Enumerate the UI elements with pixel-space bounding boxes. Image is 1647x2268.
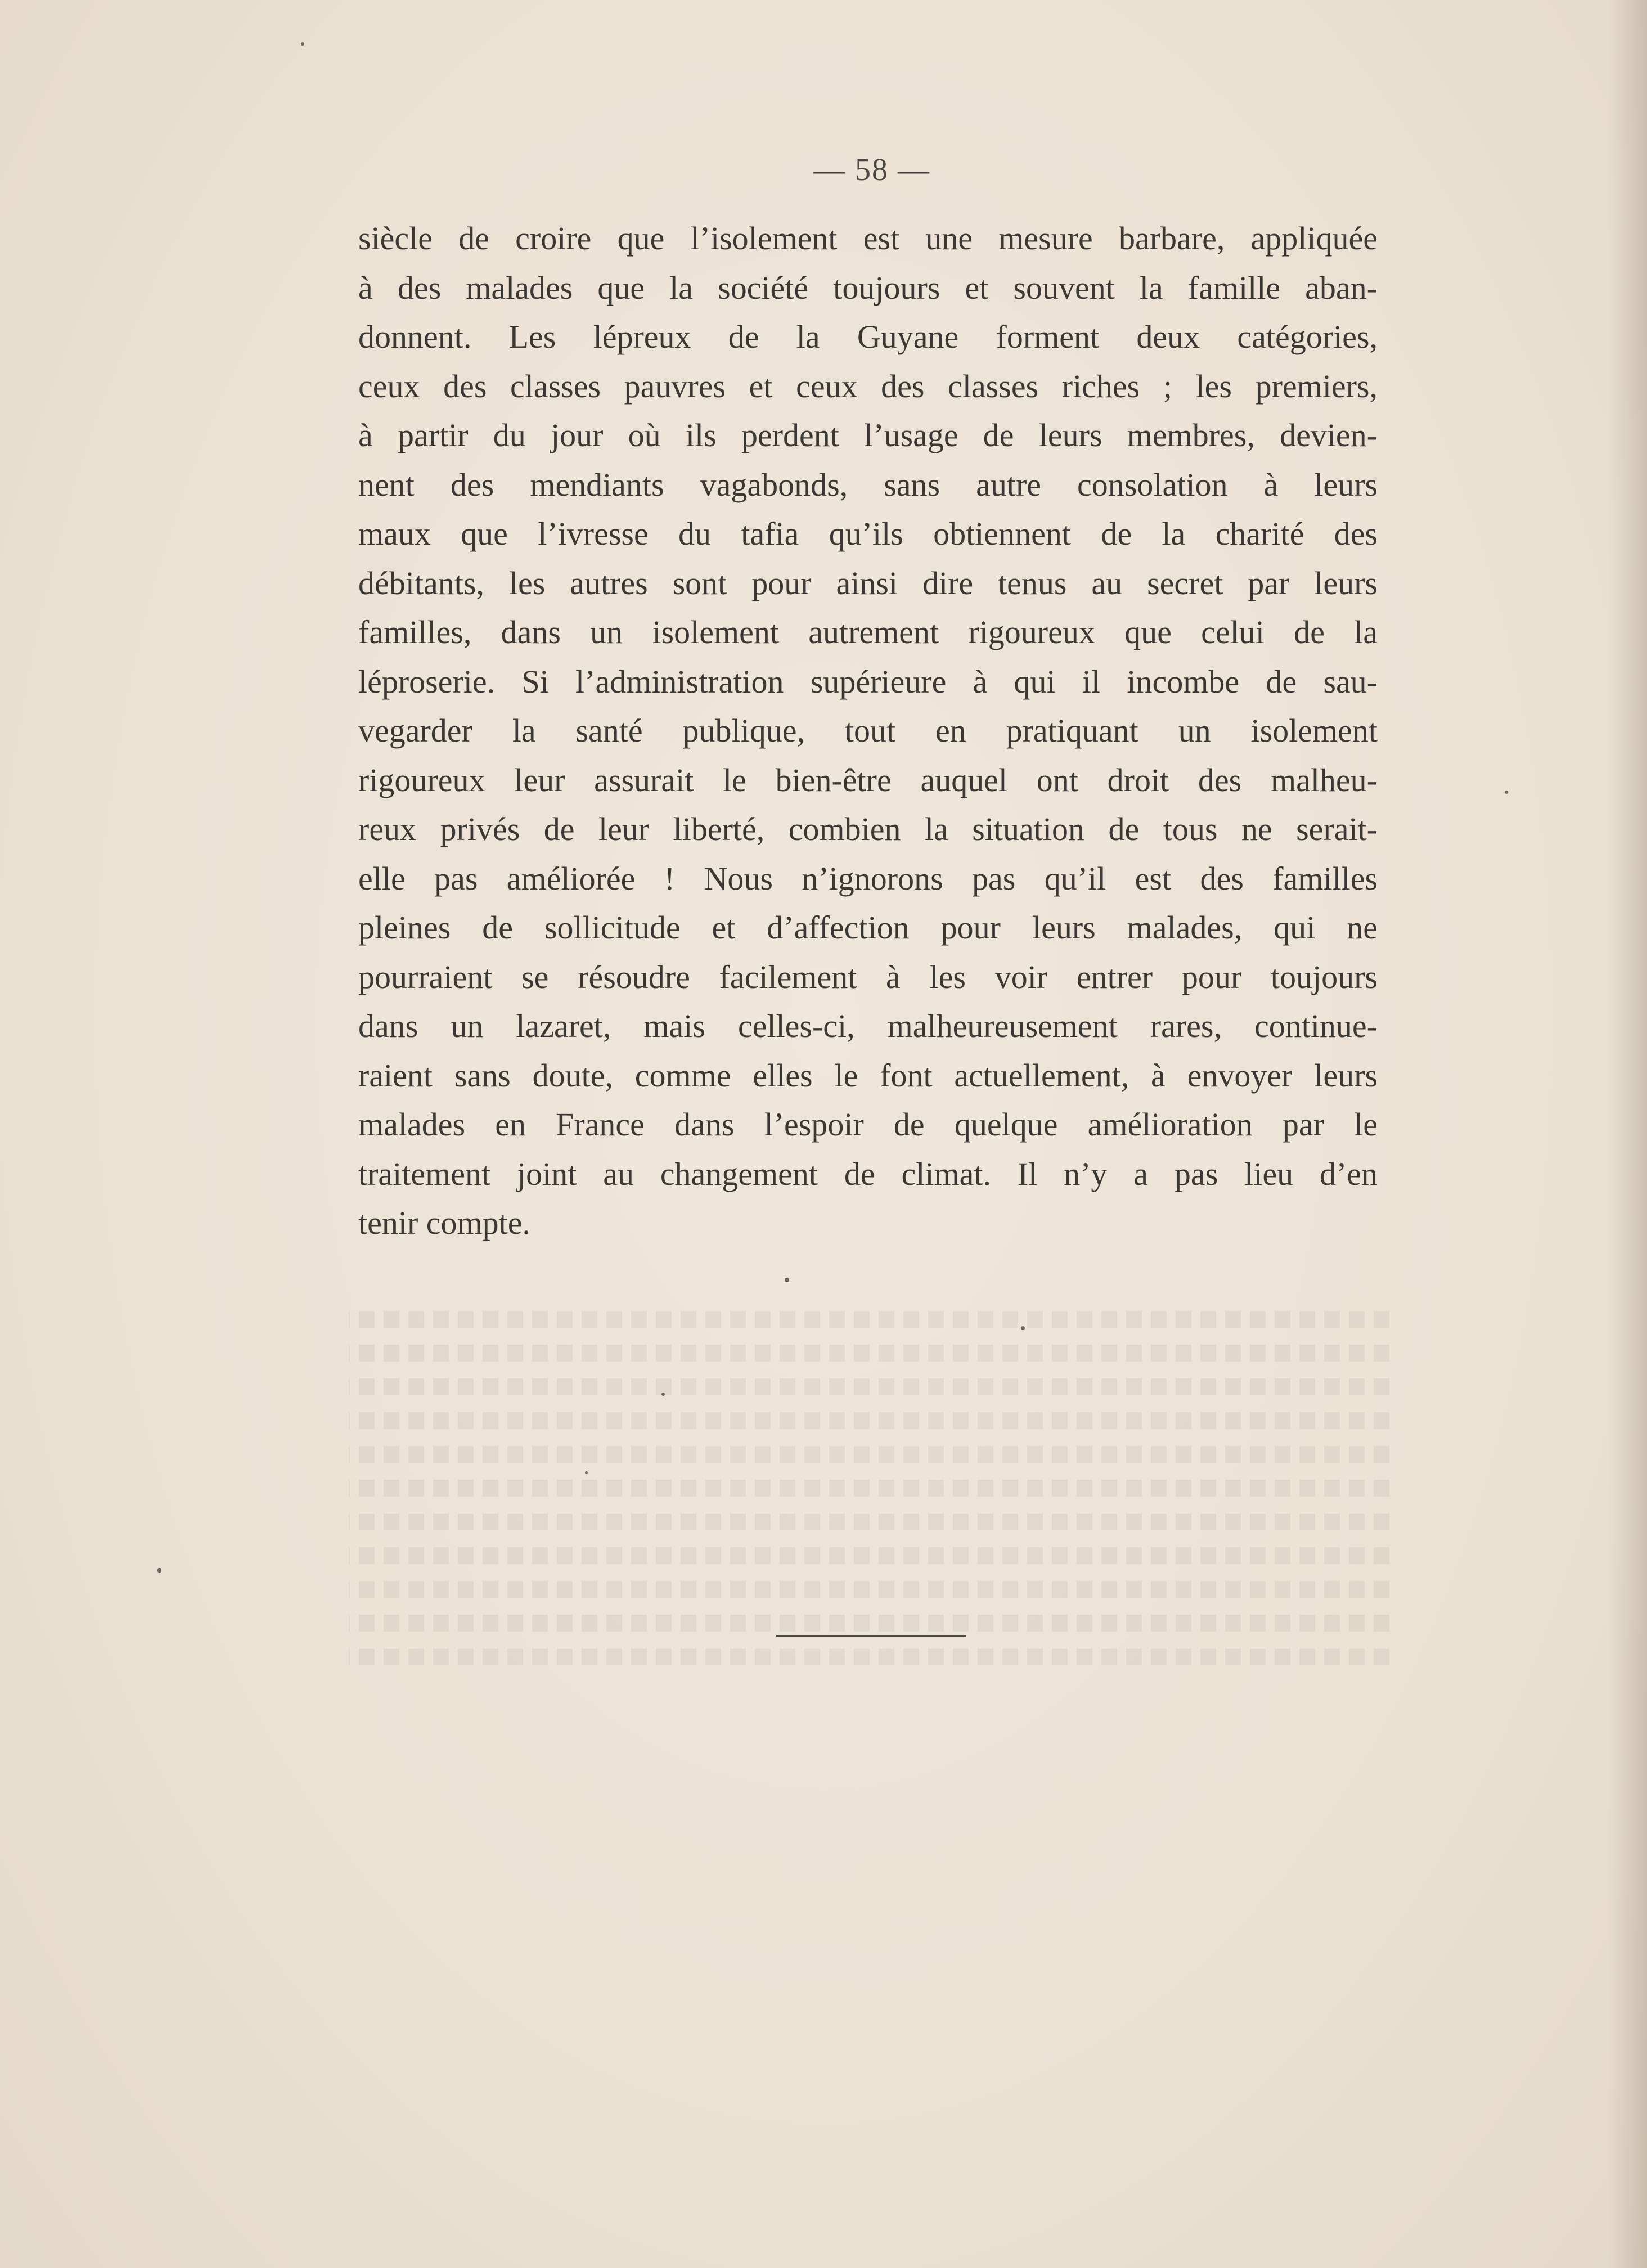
text-line: maux que l’ivresse du tafia qu’ils obtiennent de la charité des (358, 515, 1378, 552)
scan-speck (1021, 1326, 1025, 1330)
text-line: pourraient se résoudre facilement à les voir entrer pour toujours (358, 958, 1378, 995)
scan-speck (662, 1393, 665, 1396)
text-line: débitants, les autres sont pour ainsi dire tenus au secret par leurs (358, 564, 1378, 601)
scan-speck (1505, 791, 1508, 794)
scan-speck (158, 1568, 161, 1573)
text-line: reux privés de leur liberté, combien la situation de tous ne serait- (358, 811, 1378, 847)
scan-speck (585, 1471, 588, 1474)
bleed-through-text (349, 1294, 1389, 1682)
text-line: traitement joint au changement de climat. Il n’y a pas lieu d’en (358, 1155, 1378, 1192)
text-line: elle pas améliorée ! Nous n’ignorons pas qu’il est des familles (358, 860, 1378, 897)
text-line-last: tenir compte. (358, 1205, 531, 1241)
text-line: ceux des classes pauvres et ceux des classes riches ; les premiers, (358, 367, 1378, 405)
scan-speck (785, 1278, 789, 1282)
text-line: pleines de sollicitude et d’affection pour leurs malades, qui ne (358, 909, 1378, 946)
section-divider-rule (776, 1635, 966, 1637)
text-line: vegarder la santé publique, tout en pratiquant un isolement (358, 712, 1378, 749)
text-line: familles, dans un isolement autrement rigoureux que celui de la (358, 614, 1378, 650)
body-text (358, 214, 1378, 1248)
text-line: léproserie. Si l’administration supérieure à qui il incombe de sau- (358, 663, 1378, 700)
text-line: nent des mendiants vagabonds, sans autre consolation à leurs (358, 466, 1378, 503)
text-line: siècle de croire que l’isolement est une mesure barbare, appliquée (358, 220, 1378, 257)
scan-speck (301, 42, 304, 46)
page-number: — 58 — (813, 152, 930, 187)
text-line: raient sans doute, comme elles le font actuellement, à envoyer leurs (358, 1057, 1378, 1094)
text-line: malades en France dans l’espoir de quelque amélioration par le (358, 1106, 1378, 1143)
text-line: rigoureux leur assurait le bien-être auquel ont droit des malheu- (358, 761, 1378, 798)
text-line: donnent. Les lépreux de la Guyane forment deux catégories, (358, 318, 1378, 355)
text-line: à partir du jour où ils perdent l’usage de leurs membres, devien- (358, 417, 1378, 453)
text-line: à des malades que la société toujours et souvent la famille aban- (358, 269, 1378, 306)
text-line: dans un lazaret, mais celles-ci, malheureusement rares, continue- (358, 1008, 1378, 1044)
